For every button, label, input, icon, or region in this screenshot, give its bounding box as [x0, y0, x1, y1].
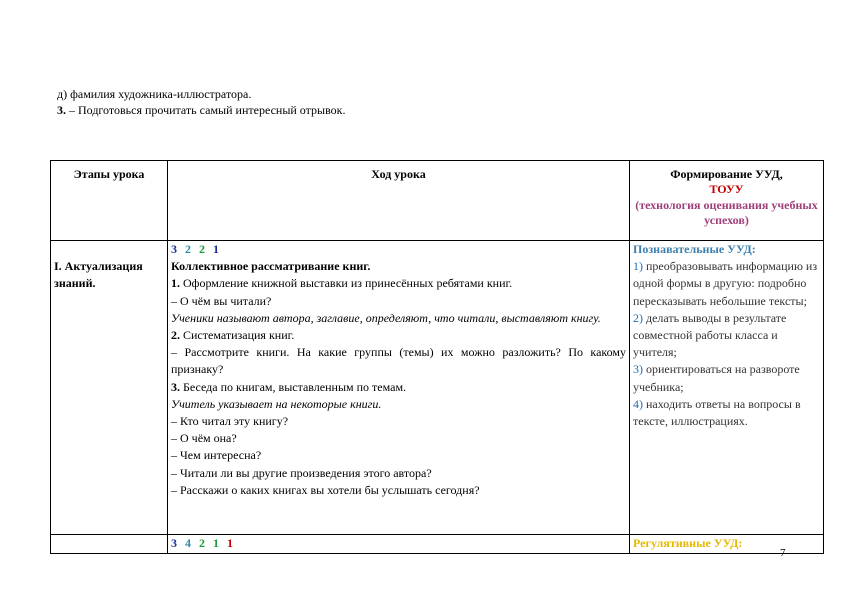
uud-item-num: 2)	[633, 310, 643, 325]
uud-cell	[630, 241, 824, 535]
uud-item-num: 1)	[633, 259, 643, 274]
question-2: – Рассмотрите книги. На какие группы (темы) их можно разложить? По какому признаку?	[171, 345, 626, 377]
intro-line-2-num: 3.	[57, 103, 66, 117]
table-row	[51, 241, 824, 535]
stage-label: I. Актуализация знаний.	[54, 259, 143, 291]
header-uud-line1: Формирование УУД,	[670, 167, 783, 181]
lesson-table	[50, 160, 824, 554]
uud-cell	[630, 535, 824, 554]
uud-title: Познавательные УУД:	[633, 242, 756, 256]
header-stages	[51, 161, 168, 241]
question-7: – Расскажи о каких книгах вы хотели бы услышать сегодня?	[171, 482, 480, 497]
point-2-text: Систематизация книг.	[180, 328, 295, 343]
intro-line-1: д) фамилия художника-иллюстратора.	[57, 87, 252, 101]
uud-item-num: 3)	[633, 362, 643, 377]
header-uud-line2: ТОУУ	[709, 182, 744, 197]
point-3	[171, 379, 626, 396]
question-4: – О чём она?	[171, 431, 237, 446]
page-number: 7	[780, 547, 786, 559]
score-4: 1	[213, 536, 219, 550]
question-1: – О чём вы читали?	[171, 293, 272, 308]
score-1: 3	[171, 242, 177, 256]
score-1: 3	[171, 536, 177, 550]
score-3: 2	[199, 242, 205, 256]
score-2: 2	[185, 242, 191, 256]
instruction-2: Учитель указывает на некоторые книги.	[171, 396, 382, 411]
uud-item-num: 4)	[633, 396, 643, 411]
question-3: – Кто читал эту книгу?	[171, 414, 289, 429]
question-6: – Читали ли вы другие произведения этого автора?	[171, 465, 432, 480]
uud-item-text: ориентироваться на развороте учебника;	[633, 362, 800, 394]
score-2: 4	[185, 536, 191, 550]
point-3-text: Беседа по книгам, выставленным по темам.	[180, 379, 407, 394]
uud-title: Регулятивные УУД:	[633, 536, 743, 550]
header-progress	[168, 161, 630, 241]
score-row	[171, 535, 626, 552]
uud-item-text: находить ответы на вопросы в тексте, иллюстрациях.	[633, 396, 801, 429]
score-4: 1	[213, 242, 219, 256]
uud-item-text: преобразовывать информацию из одной формы в другую: подробно пересказывать небольшие тексты;	[633, 259, 818, 308]
point-1-text: Оформление книжной выставки из принесённых ребятами книг.	[180, 276, 513, 291]
score-row	[171, 241, 626, 258]
uud-item	[633, 362, 800, 393]
point-1	[171, 275, 626, 292]
header-uud	[630, 161, 824, 241]
point-2-num: 2.	[171, 328, 180, 343]
table-row	[51, 535, 824, 554]
uud-item	[633, 311, 786, 359]
point-3-num: 3.	[171, 379, 180, 394]
stage-cell	[51, 535, 168, 554]
progress-cell	[168, 535, 630, 554]
table-header-row	[51, 161, 824, 241]
intro-line-2-text: – Подготовься прочитать самый интересный отрывок.	[66, 103, 346, 117]
uud-item	[633, 397, 801, 428]
uud-item	[633, 259, 817, 307]
stage-cell	[51, 241, 168, 535]
intro-line-2	[57, 103, 346, 117]
score-5: 1	[227, 536, 233, 550]
point-2	[171, 327, 626, 344]
header-stages-label: Этапы урока	[73, 167, 145, 181]
score-3: 2	[199, 536, 205, 550]
instruction-1: Ученики называют автора, заглавие, определяют, что читали, выставляют книгу.	[171, 310, 601, 325]
question-5: – Чем интересна?	[171, 448, 262, 463]
uud-item-text: делать выводы в результате совместной работы класса и учителя;	[633, 310, 787, 360]
uud-list	[633, 258, 820, 430]
point-1-num: 1.	[171, 276, 180, 291]
activity-heading: Коллективное рассматривание книг.	[171, 259, 371, 274]
header-uud-line3: (технология оценивания учебных успехов)	[635, 197, 818, 227]
header-progress-label: Ход урока	[371, 167, 426, 181]
progress-cell	[168, 241, 630, 535]
